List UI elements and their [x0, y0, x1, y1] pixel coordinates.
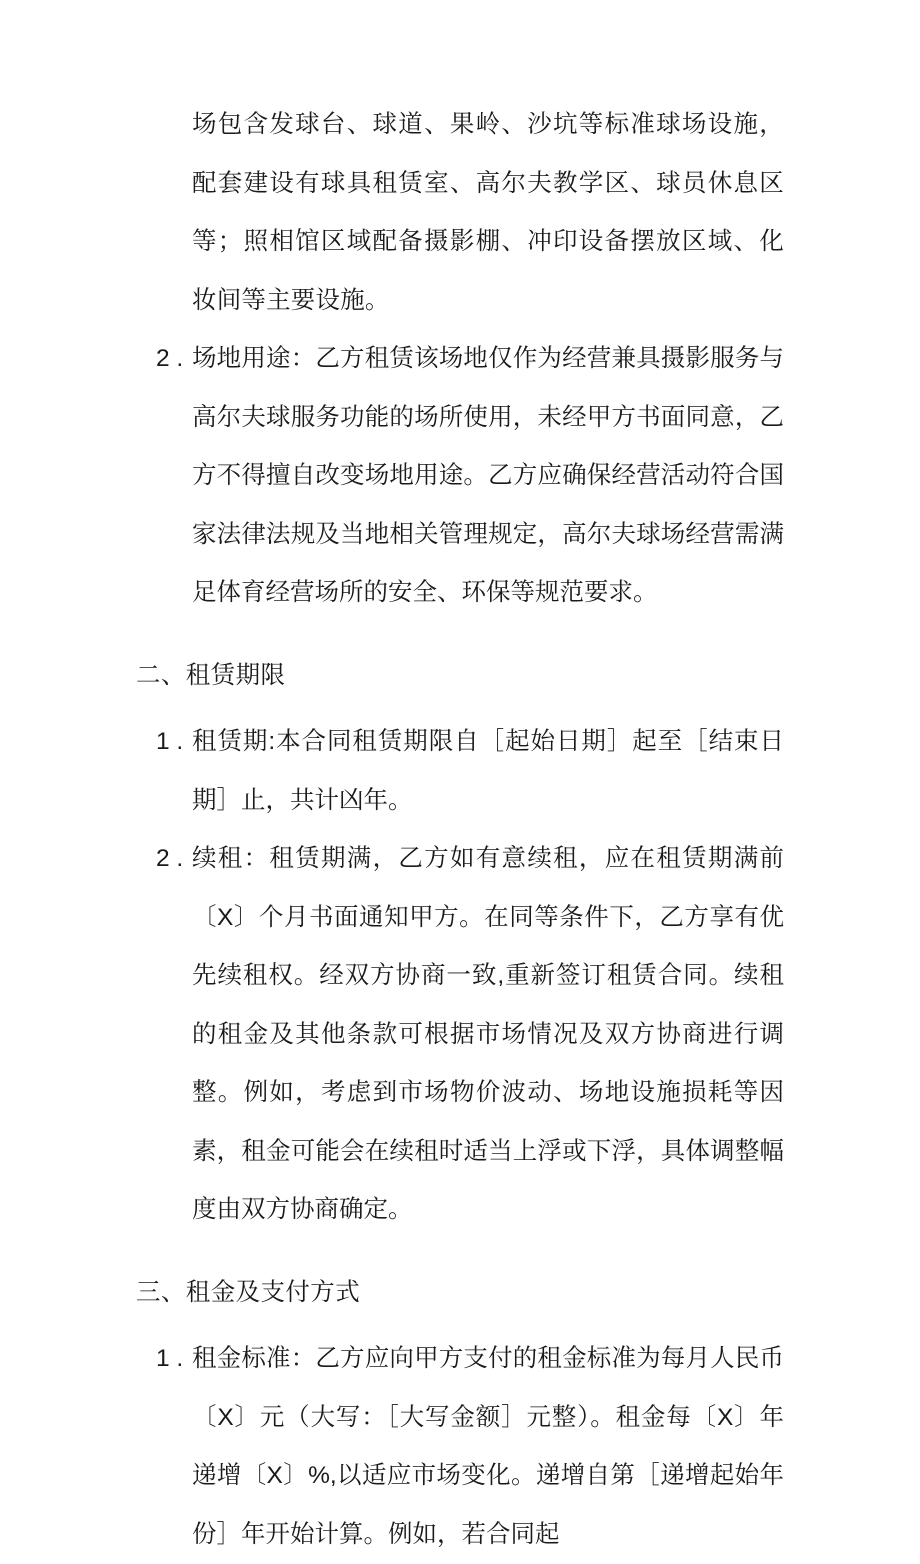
list-item [156, 830, 784, 1240]
spacer [192, 705, 784, 713]
list-item-marker: 2 . [156, 345, 184, 372]
section-3-list [156, 1330, 784, 1564]
spacer [192, 623, 784, 647]
spacer [192, 1240, 784, 1264]
list-item-marker: 2 . [156, 845, 184, 872]
list-item-text: 场地用途：乙方租赁该场地仅作为经营兼具摄影服务与高尔夫球服务功能的场所使用，未经甲方书面同意，乙方不得擅自改变场地用途。乙方应确保经营活动符合国家法律法规及当地相关管理规定，高尔夫球场经营需满足体育经营场所的安全、环保等规范要求。 [192, 345, 784, 606]
list-item [156, 1330, 784, 1564]
list-item-marker: 1 . [156, 1345, 184, 1372]
list-item [156, 713, 784, 830]
section-heading-2: 二、租赁期限 [136, 661, 286, 689]
section-2-list [156, 713, 784, 1240]
list-item-marker: 1 . [156, 728, 184, 755]
previous-section-list [156, 330, 784, 623]
list-item-text: 租赁期:本合同租赁期限自［起始日期］起至［结束日期］止，共计凶年。 [192, 728, 784, 814]
list-item [156, 330, 784, 623]
section-heading-3: 三、租金及支付方式 [136, 1278, 361, 1306]
continued-paragraph: 场包含发球台、球道、果岭、沙坑等标准球场设施，配套建设有球具租赁室、高尔夫教学区、球员休息区等；照相馆区域配备摄影棚、冲印设备摆放区域、化妆间等主要设施。 [192, 111, 784, 314]
spacer [192, 1322, 784, 1330]
list-item-text: 租金标准：乙方应向甲方支付的租金标准为每月人民币〔X〕元（大写：［大写金额］元整）。租金每〔X〕年递增〔X〕%,以适应市场变化。递增自第［递增起始年份］年开始计算。例如，若合同起 [192, 1345, 784, 1548]
list-item-text: 续租：租赁期满，乙方如有意续租，应在租赁期满前〔X〕个月书面通知甲方。在同等条件下，乙方享有优先续租权。经双方协商一致,重新签订租赁合同。续租的租金及其他条款可根据市场情况及双方协商进行调整。例如，考虑到市场物价波动、场地设施损耗等因素，租金可能会在续租时适当上浮或下浮，具体调整幅度由双方协商确定。 [192, 845, 784, 1223]
